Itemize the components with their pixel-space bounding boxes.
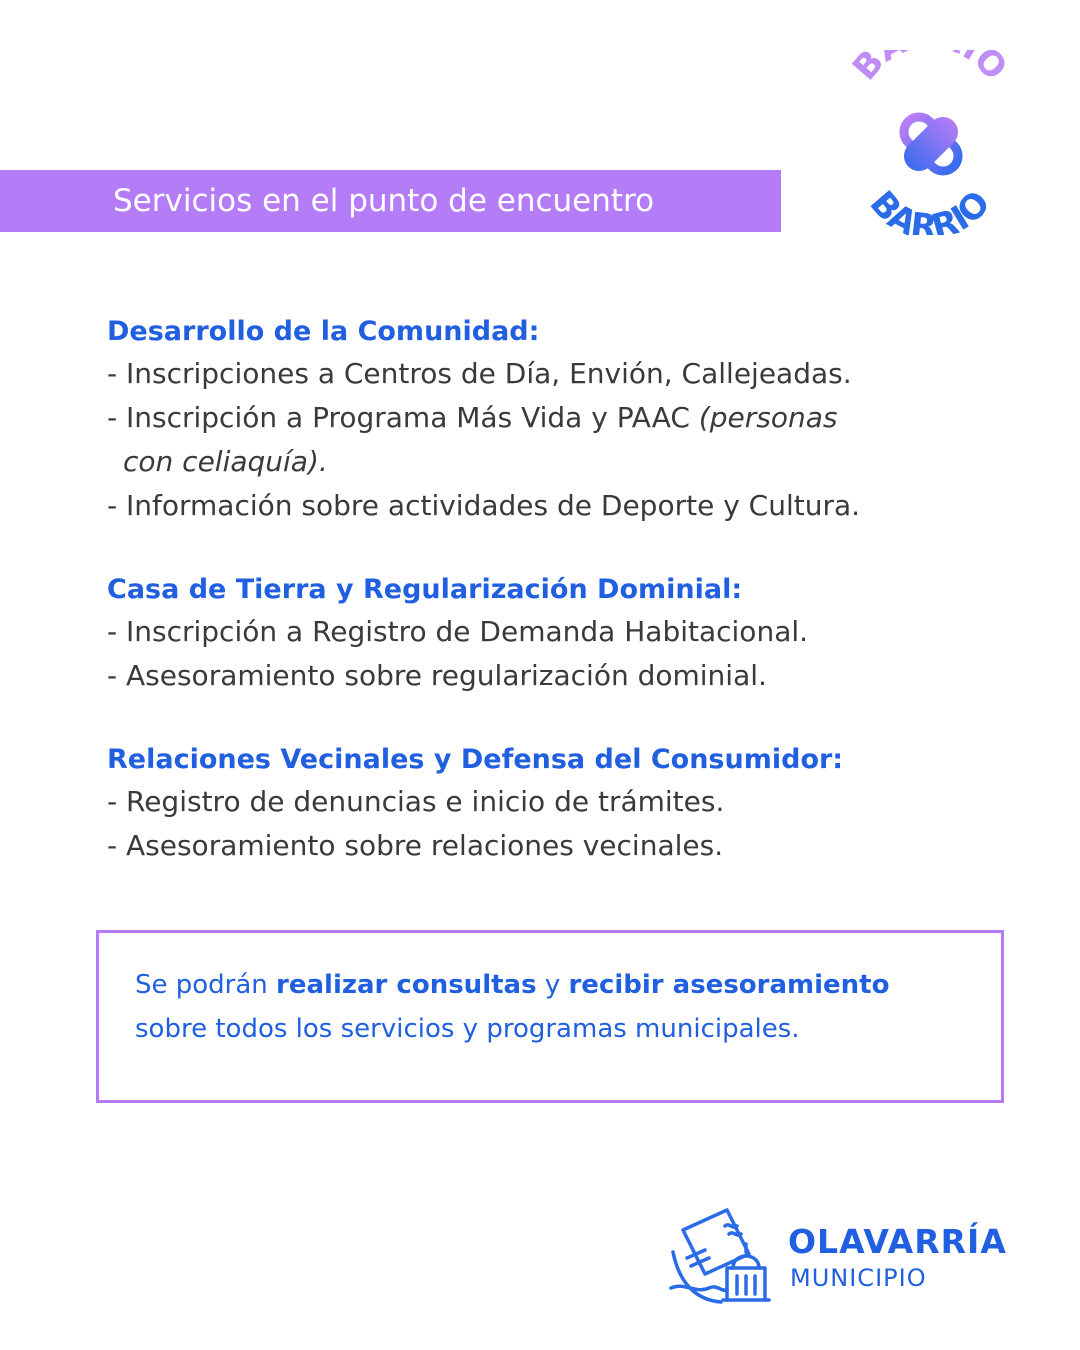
olavarria-municipio-logo bbox=[665, 1200, 1015, 1310]
notice-line-2: sobre todos los servicios y programas municipales. bbox=[135, 1014, 800, 1044]
list-item: - Inscripciones a Centros de Día, Envión, Callejeadas. bbox=[107, 357, 852, 390]
services-list bbox=[107, 312, 1007, 910]
notice-line-1: Se podrán realizar consultas y recibir asesoramiento bbox=[135, 970, 890, 1000]
list-item: - Inscripción a Registro de Demanda Habitacional. bbox=[107, 615, 809, 648]
municipio-name: OLAVARRÍA bbox=[788, 1222, 1007, 1261]
logo-bottom-word: BARRIO bbox=[861, 183, 999, 235]
municipio-subtitle: MUNICIPIO bbox=[790, 1264, 927, 1292]
list-item: - Información sobre actividades de Deporte y Cultura. bbox=[107, 489, 861, 522]
section-title: Casa de Tierra y Regularización Dominial: bbox=[107, 574, 743, 605]
list-item: - Asesoramiento sobre relaciones vecinales. bbox=[107, 829, 724, 862]
barrio-x-barrio-logo bbox=[838, 50, 1018, 235]
list-item: - Inscripción a Programa Más Vida y PAAC (personas con celiaquía). bbox=[107, 401, 838, 478]
banner-title: Servicios en el punto de encuentro bbox=[113, 183, 655, 219]
section-relaciones-vecinales bbox=[107, 740, 1007, 868]
municipio-emblem-icon bbox=[665, 1202, 777, 1308]
section-title: Desarrollo de la Comunidad: bbox=[107, 316, 540, 347]
notice-box bbox=[96, 930, 1004, 1103]
logo-top-word: B O bbox=[844, 50, 1015, 89]
list-item: - Registro de denuncias e inicio de trámites. bbox=[107, 785, 725, 818]
section-desarrollo bbox=[107, 312, 1007, 528]
header-banner bbox=[0, 170, 781, 232]
section-title: Relaciones Vecinales y Defensa del Consumidor: bbox=[107, 744, 844, 775]
list-item: - Asesoramiento sobre regularización dominial. bbox=[107, 659, 767, 692]
x-mark-icon bbox=[898, 111, 964, 177]
section-casa-tierra bbox=[107, 570, 1007, 698]
